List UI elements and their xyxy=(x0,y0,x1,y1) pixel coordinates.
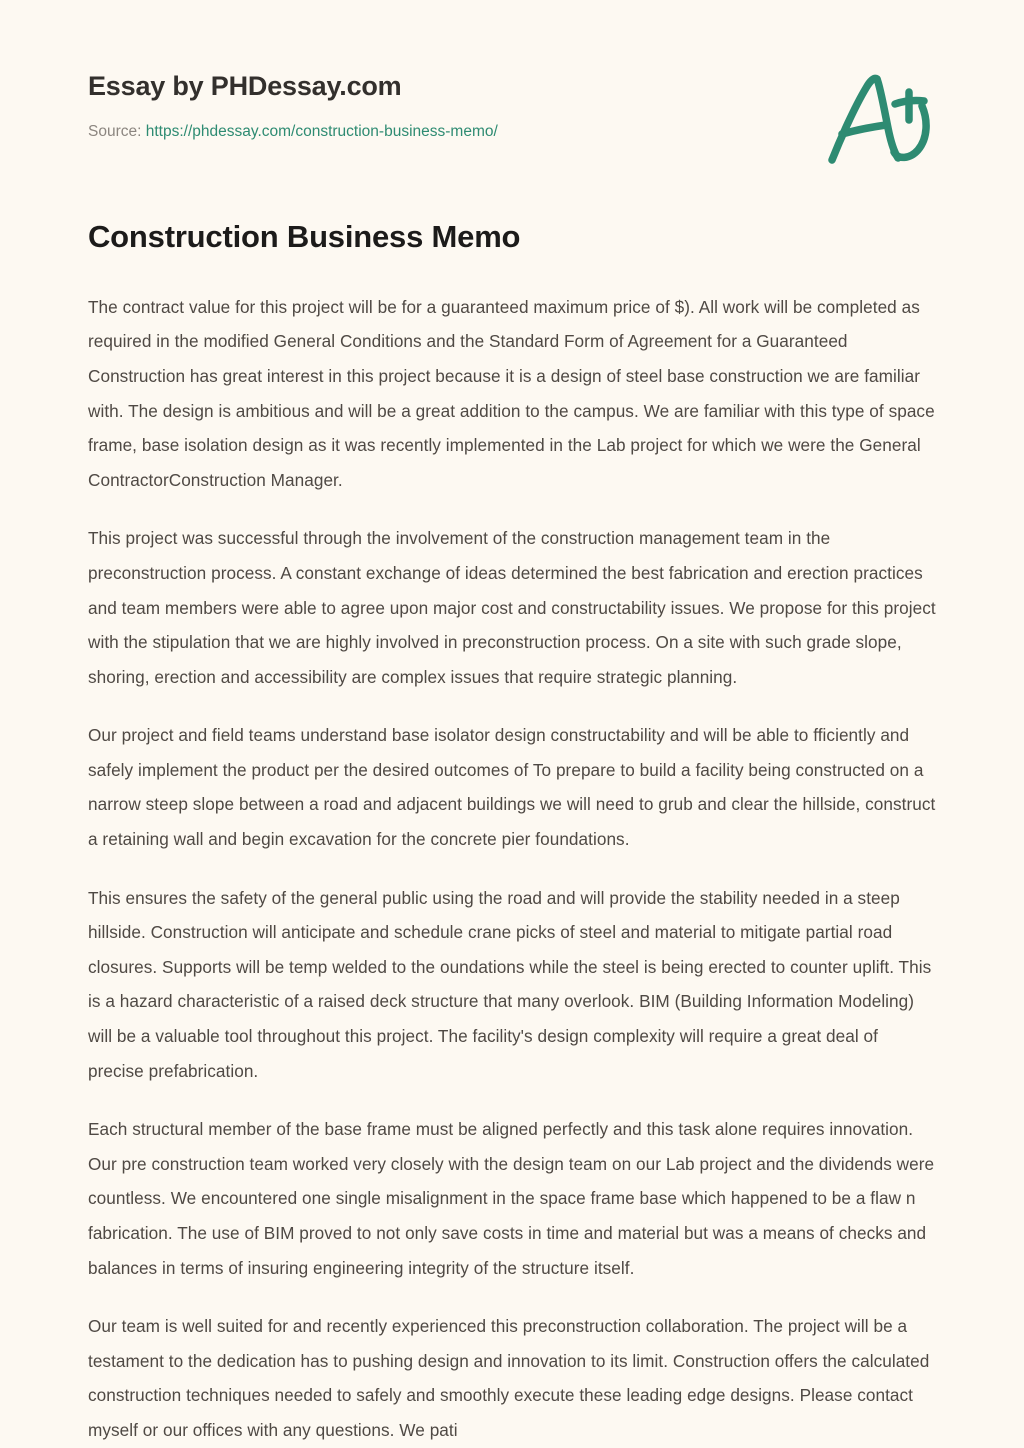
body-paragraph: Our project and field teams understand base isolator design constructability and will be able to fficiently and safely implement the product per the desired outcomes of To prepare to build a facility being constructed on a narrow steep slope between a road and adjacent buildings we will need to grub and clear the hillside, construct a retaining wall and begin excavation for the concrete pier foundations. xyxy=(88,725,936,850)
body-paragraph: Our team is well suited for and recently experienced this preconstruction collaboration. The project will be a testament to the dedication has to pushing design and innovation to its limit. Construction offers the calculated construction techniques needed to safely and smoothly execute these leading edge designs. Please contact myself or our offices with any questions. We pati xyxy=(88,1316,930,1440)
essay-body xyxy=(88,290,936,1448)
source-url-link[interactable]: https://phdessay.com/construction-business-memo/ xyxy=(145,123,498,141)
body-paragraph: The contract value for this project will be for a guaranteed maximum price of $). All work will be completed as required in the modified General Conditions and the Standard Form of Agreement for a Guaranteed Construction has great interest in this project because it is a design of steel base construction we are familiar with. The design is ambitious and will be a great addition to the campus. We are familiar with this type of space frame, base isolation design as it was recently implemented in the Lab project for which we were the General ContractorConstruction Manager. xyxy=(88,296,935,490)
body-paragraph: Each structural member of the base frame must be aligned perfectly and this task alone requires innovation. Our pre construction team worked very closely with the design team on our Lab project and the dividends were countless. We encountered one single misalignment in the space frame base which happened to be a flaw n fabrication. The use of BIM proved to not only save costs in time and material but was a means of checks and balances in terms of insuring engineering integrity of the structure itself. xyxy=(88,1119,935,1278)
source-line xyxy=(88,121,936,143)
body-paragraph: This ensures the safety of the general public using the road and will provide the stability needed in a steep hillside. Construction will anticipate and schedule crane picks of steel and material to mitigate partial road closures. Supports will be temp welded to the oundations while the steel is being erected to counter uplift. This is a hazard characteristic of a raised deck structure that many overlook. BIM (Building Information Modeling) will be a valuable tool throughout this project. The facility's design complexity will require a great deal of precise prefabrication. xyxy=(88,887,932,1081)
body-paragraph: This project was successful through the involvement of the construction management team in the preconstruction process. A constant exchange of ideas determined the best fabrication and erection practices and team members were able to agree upon major cost and constructability issues. We propose for this project with the stipulation that we are highly involved in preconstruction process. On a site with such grade slope, shoring, erection and accessibility are complex issues that require strategic planning. xyxy=(88,528,936,687)
a-plus-logo-icon xyxy=(818,68,938,168)
page-header xyxy=(88,0,936,165)
page-title: Construction Business Memo xyxy=(88,219,521,254)
source-label: Source: xyxy=(88,123,142,141)
byline: Essay by PHDessay.com xyxy=(88,71,402,101)
